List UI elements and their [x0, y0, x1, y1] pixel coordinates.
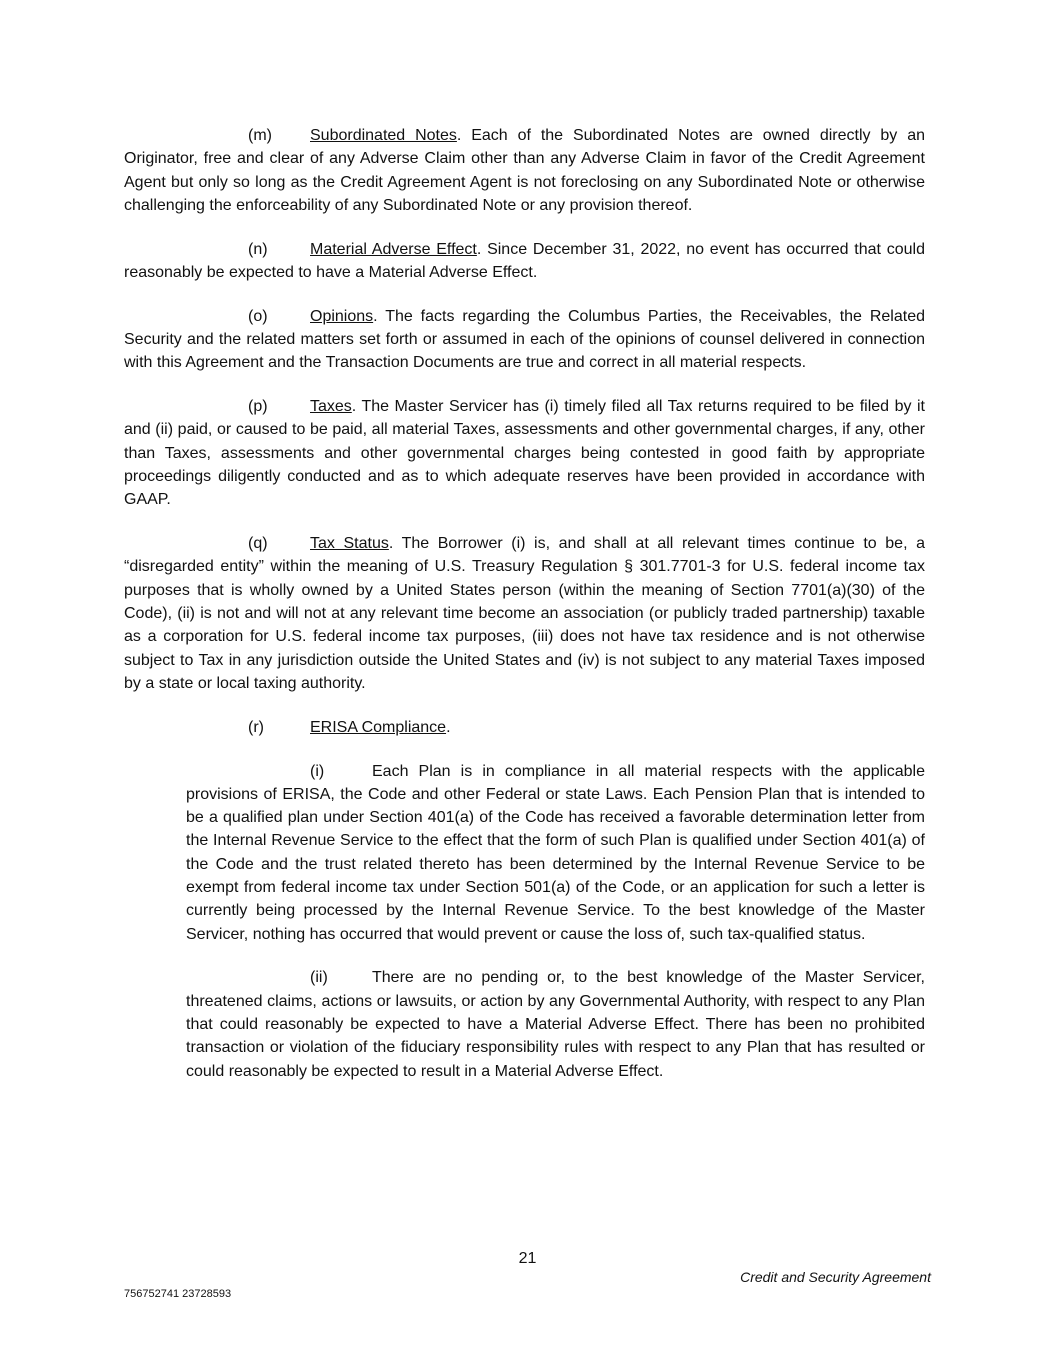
section-r-subsection-i [186, 760, 925, 946]
subsection-i-label: (i) [310, 762, 325, 780]
section-p-heading: Taxes [310, 398, 352, 416]
section-m-heading: Subordinated Notes [310, 127, 457, 144]
section-m-text: . Each of the Subordinated Notes are owned directly by an Originator, free and clear of any Adverse Claim other than any Adverse Claim in favor of the Credit Agreement Agent but only so long as the Credit Agreement Agent is not foreclosing on any Subordinated Note or otherwise challenging the enforceability of any Subordinated Note or any provision thereof. [124, 127, 925, 214]
section-o-heading: Opinions [310, 307, 374, 325]
section-p-text: . The Master Servicer has (i) timely filed all Tax returns required to be filed by it and (ii) paid, or caused to be paid, all material Taxes, assessments and other governmental charges, if any, other than Taxes, assessments and other governmental charges being contested in good faith by appropriate proceedings diligently conducted and as to which adequate reserves have been provided in accordance with GAAP. [124, 398, 925, 509]
section-o-text: . The facts regarding the Columbus Parties, the Receivables, the Related Security and the related matters set forth or assumed in each of the opinions of counsel delivered in connection with this Agreement and the Transaction Documents are true and correct in all material respects. [124, 307, 925, 372]
section-n-heading: Material Adverse Effect [310, 240, 477, 258]
section-r [124, 716, 925, 739]
subsection-ii-label: (ii) [310, 969, 328, 987]
page-number: 21 [518, 1250, 537, 1267]
section-q-text: . The Borrower (i) is, and shall at all relevant times continue to be, a “disregarded entity” within the meaning of U.S. Treasury Regulation § 301.7701-3 for U.S. federal income tax purposes that is wholly owned by a United States person (within the meaning of Section 7701(a)(30) of the Code), (ii) is not and will not at any relevant time become an association (or publicly traded partnership) taxable as a corporation for U.S. federal income tax purposes, (iii) does not have tax residence and is not otherwise subject to Tax in any jurisdiction outside the United States and (iv) is not subject to any material Taxes imposed by a state or local taxing authority. [124, 535, 926, 692]
subsection-i-text: Each Plan is in compliance in all material respects with the applicable provisions of ERISA, the Code and other Federal or state Laws. Each Pension Plan that is intended to be a qualified plan under Section 401(a) of the Code has received a favorable determination letter from the Internal Revenue Service to the effect that the form of such Plan is qualified under Section 401(a) of the Code and the trust related thereto has been determined by the Internal Revenue Service to be exempt from federal income tax under Section 501(a) of the Code, or an application for such a letter is currently being processed by the Internal Revenue Service. To the best knowledge of the Master Servicer, nothing has occurred that would prevent or cause the loss of, such tax-qualified status. [186, 762, 925, 943]
section-p [124, 395, 925, 511]
section-m-label: (m) [248, 127, 272, 144]
section-r-heading: ERISA Compliance [310, 718, 447, 736]
subsection-ii-text: There are no pending or, to the best knowledge of the Master Servicer, threatened claims, actions or lawsuits, or action by any Governmental Authority, with respect to any Plan that could reasonably be expected to have a Material Adverse Effect. There has been no prohibited transaction or violation of the fiduciary responsibility rules with respect to any Plan that has resulted or could reasonably be expected to result in a Material Adverse Effect. [186, 969, 925, 1080]
section-n [124, 238, 925, 285]
section-r-subsection-ii [186, 966, 925, 1082]
section-o [124, 305, 925, 375]
section-r-label: (r) [248, 718, 264, 736]
section-q-heading: Tax Status [310, 535, 389, 553]
section-q [124, 532, 925, 695]
document-body [124, 124, 925, 1103]
section-r-text: . [446, 718, 451, 736]
section-n-label: (n) [248, 240, 268, 258]
section-q-label: (q) [248, 535, 268, 553]
footer-document-title: Credit and Security Agreement [740, 1269, 931, 1285]
section-o-label: (o) [248, 307, 268, 325]
footer-document-id: 756752741 23728593 [124, 1288, 232, 1300]
section-m [124, 124, 925, 217]
section-n-text: . Since December 31, 2022, no event has occurred that could reasonably be expected to have a Material Adverse Effect. [124, 240, 925, 281]
section-p-label: (p) [248, 398, 268, 416]
